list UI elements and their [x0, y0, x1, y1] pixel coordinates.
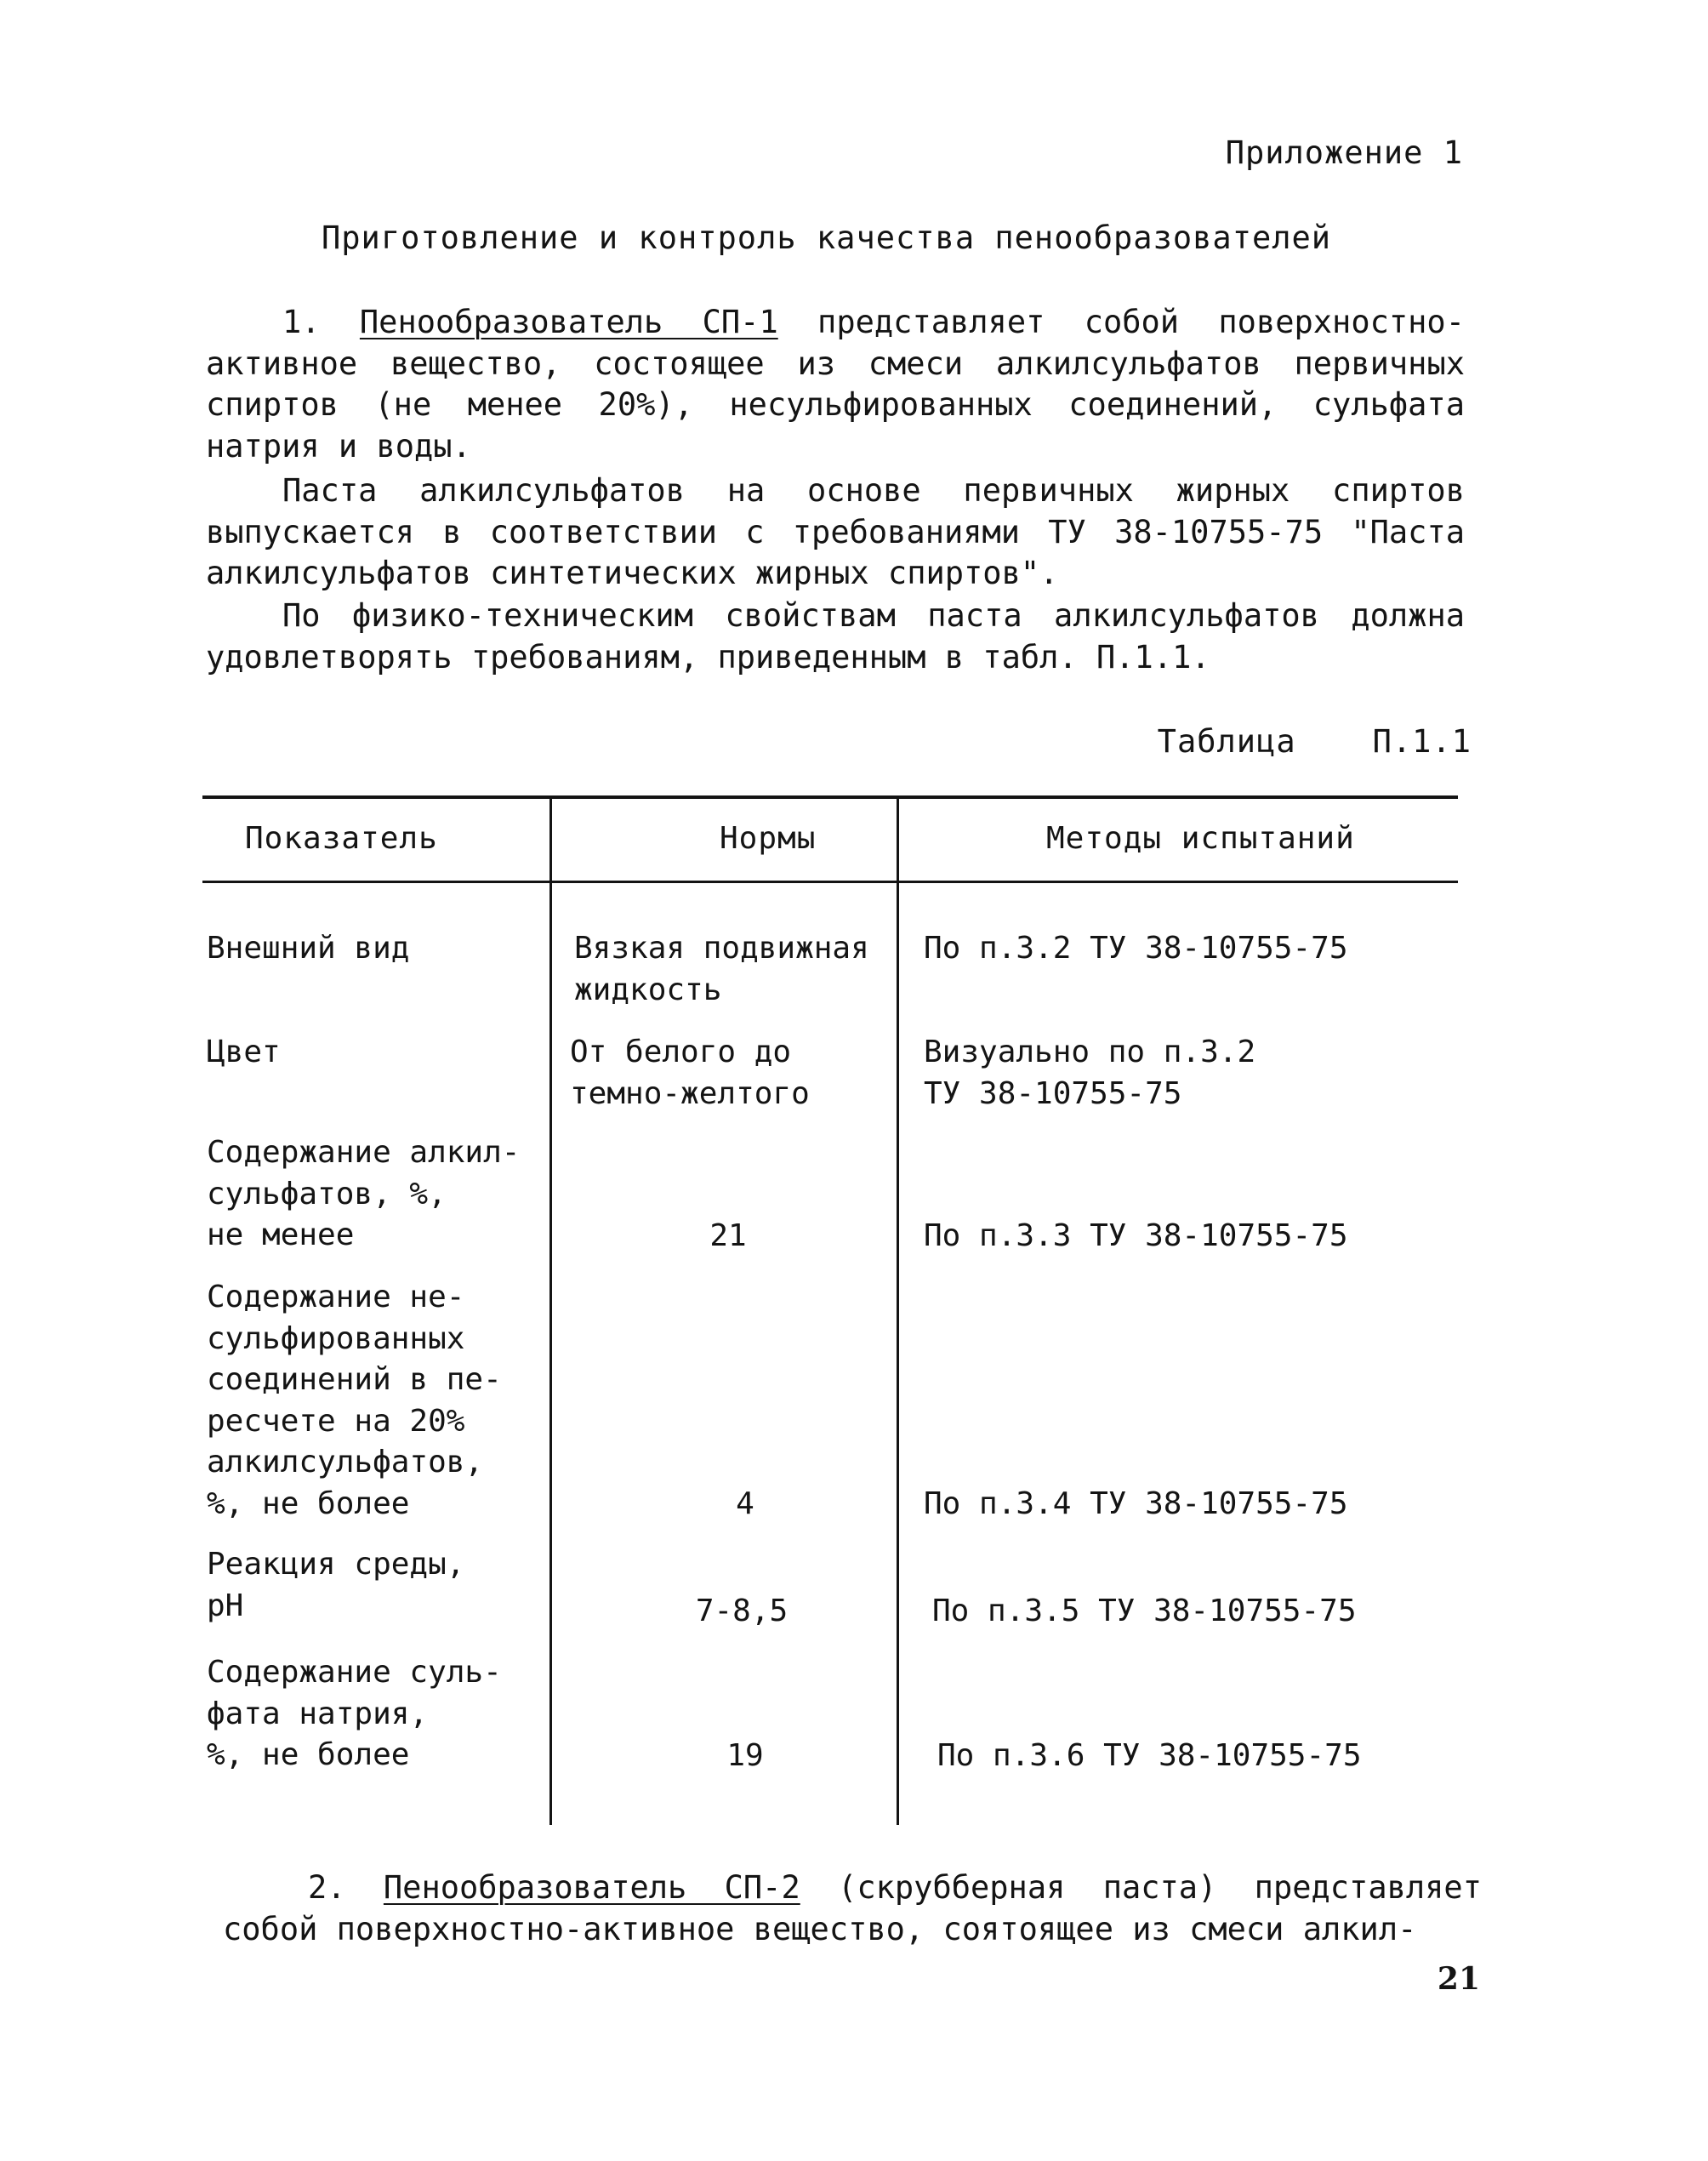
table-cell-method: По п.3.2 ТУ 38-10755-75: [924, 931, 1348, 966]
table-cell-norm: От белого до темно-желтого: [570, 1035, 810, 1111]
table-header-rule: [202, 881, 1458, 883]
table-top-rule: [202, 795, 1458, 799]
table-cell-indicator: Цвет: [207, 1035, 281, 1069]
paragraph-4-subject: Пенообразователь СП-2: [383, 1869, 800, 1906]
paragraph-3: По физико-техническим свойствам паста алкилсульфатов должна удовлетворять требованиям, приведенным в табл. П.1.1.: [206, 597, 1465, 676]
table-caption: [1158, 723, 1472, 760]
table-caption-label: Таблица: [1157, 723, 1296, 760]
table-cell-indicator: Внешний вид: [207, 931, 410, 966]
table-cell-indicator: Содержание алкил- сульфатов, %, не менее: [207, 1135, 521, 1252]
table-caption-number: П.1.1: [1372, 723, 1472, 760]
table-cell-indicator: Реакция среды, pH: [207, 1547, 465, 1623]
table-cell-indicator: Содержание не- сульфированных соединений в пе- ресчете на 20% алкилсульфатов, %, не более: [207, 1280, 502, 1521]
table-header-methods: Методы испытаний: [1046, 821, 1355, 856]
table-cell-indicator: Содержание суль- фата натрия, %, не более: [207, 1655, 502, 1772]
table-cell-method: По п.3.5 ТУ 38-10755-75: [932, 1594, 1357, 1628]
table-cell-method: По п.3.3 ТУ 38-10755-75: [924, 1218, 1348, 1253]
paragraph-4-text: (скрубберная паста) представляет собой поверхностно-активное вещество, соятоящее из смеси алкил-: [223, 1869, 1482, 1947]
paragraph-4-number: 2.: [308, 1869, 346, 1906]
table-header-indicator: Показатель: [245, 821, 438, 856]
table-column-divider-1: [549, 795, 552, 1825]
paragraph-1-number: 1.: [282, 304, 321, 340]
table-cell-method: По п.3.6 ТУ 38-10755-75: [937, 1738, 1362, 1773]
paragraph-1-subject: Пенообразователь СП-1: [359, 304, 778, 340]
properties-table: [202, 795, 1458, 1825]
paragraph-1: [206, 302, 1465, 467]
paragraph-2: Паста алкилсульфатов на основе первичных жирных спиртов выпускается в соответствии с требованиями ТУ 38-10755-75 "Паста алкилсульфатов синтетических жирных спиртов".: [206, 472, 1465, 591]
table-cell-norm: Вязкая подвижная жидкость: [574, 931, 869, 1007]
table-header-norms: Нормы: [720, 821, 817, 856]
paragraph-1-text: представляет собой поверхностно-активное вещество, состоящее из смеси алкилсульфатов первичных спиртов (не менее 20%), несульфированных соединений, сульфата натрия и воды.: [206, 304, 1465, 465]
page-number: 21: [1437, 1961, 1480, 1997]
table-cell-method: Визуально по п.3.2 ТУ 38-10755-75: [924, 1035, 1256, 1111]
paragraph-4: [223, 1867, 1482, 1950]
table-cell-norm: 4: [736, 1486, 754, 1521]
table-cell-norm: 19: [726, 1738, 764, 1773]
table-cell-norm: 7-8,5: [695, 1594, 789, 1628]
table-cell-norm: 21: [709, 1218, 747, 1253]
appendix-label: Приложение 1: [1225, 134, 1463, 171]
table-cell-method: По п.3.4 ТУ 38-10755-75: [924, 1486, 1348, 1521]
document-title: Приготовление и контроль качества пенообразователей: [322, 220, 1332, 256]
